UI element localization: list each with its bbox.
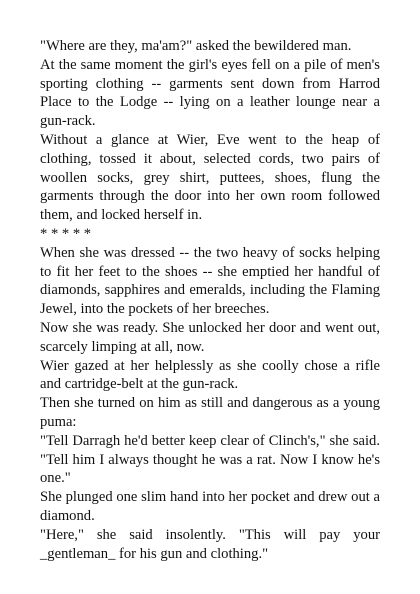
paragraph-8: "Tell Darragh he'd better keep clear of Clinch's," she said. "Tell him I always thought he was a rat. Now I know he's one."	[40, 432, 380, 487]
paragraph-4: When she was dressed -- the two heavy of socks helping to fit her feet to the shoes -- she emptied her handful of diamonds, sapphires and emeralds, including the Flaming Jewel, into the pockets of her breeches.	[40, 244, 380, 318]
section-break: * * * * *	[40, 225, 92, 242]
paragraph-2: At the same moment the girl's eyes fell on a pile of men's sporting clothing -- garments sent down from Harrod Place to the Lodge -- lying on a leather lounge near a gun-rack.	[40, 56, 380, 130]
paragraph-7: Then she turned on him as still and dangerous as a young puma:	[40, 395, 380, 430]
paragraph-5: Now she was ready. She unlocked her door and went out, scarcely limping at all, now.	[40, 319, 380, 355]
paragraph-10: "Here," she said insolently. "This will pay your _gentleman_ for his gun and clothing."	[40, 526, 380, 562]
document-page	[40, 37, 380, 563]
paragraph-1: "Where are they, ma'am?" asked the bewildered man.	[40, 38, 352, 54]
paragraph-6: Wier gazed at her helplessly as she coolly chose a rifle and cartridge-belt at the gun-rack.	[40, 357, 380, 393]
paragraph-3: Without a glance at Wier, Eve went to the heap of clothing, tossed it about, selected cords, two pairs of woollen socks, grey shirt, puttees, shoes, flung the garments through the door into her own room followed them, and locked herself in.	[40, 131, 380, 224]
paragraph-9: She plunged one slim hand into her pocket and drew out a diamond.	[40, 489, 380, 524]
